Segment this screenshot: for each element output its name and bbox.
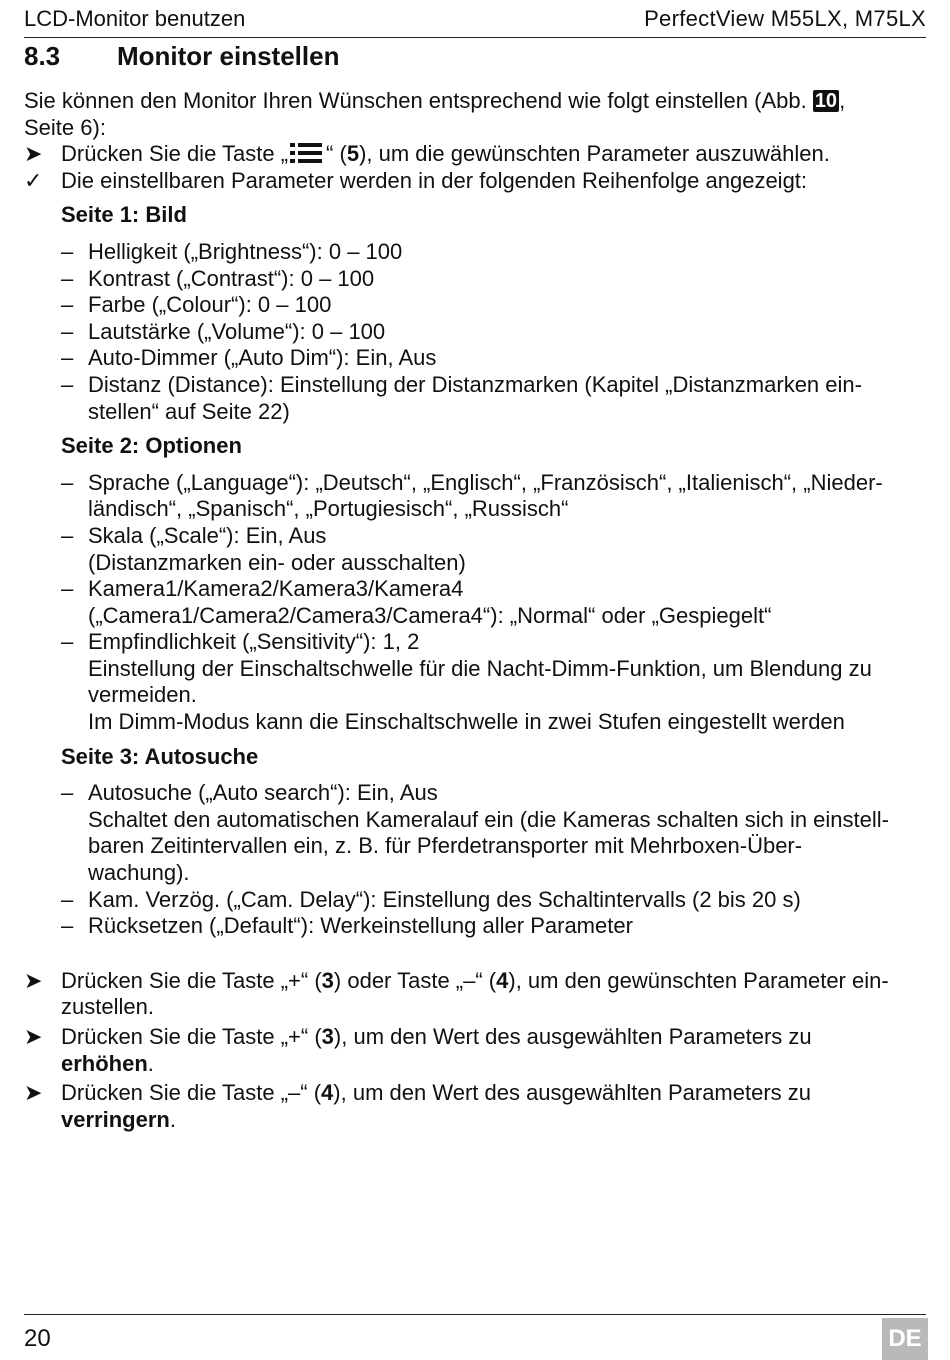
parameter-list xyxy=(24,239,930,425)
list-item xyxy=(61,576,930,629)
result-line xyxy=(24,168,930,195)
subsection-heading: Seite 3: Autosuche xyxy=(61,743,259,769)
step-text: ), um den Wert des ausgewählten Parameters zu xyxy=(333,1024,812,1049)
list-item xyxy=(61,319,930,346)
list-item-text: Skala („Scale“): Ein, Aus (Distanzmarken ein- oder ausschalten) xyxy=(88,522,466,575)
step-text: Drücken Sie die Taste „+“ ( xyxy=(61,967,322,993)
result-text: Die einstellbaren Parameter werden in der folgenden Reihenfolge angezeigt: xyxy=(61,167,808,193)
list-item-text: Lautstärke („Volume“): 0 – 100 xyxy=(88,318,386,344)
intro-paragraph xyxy=(24,88,930,141)
key-number: 3 xyxy=(321,1024,334,1049)
list-item xyxy=(61,345,930,372)
arrow-bullet-icon: ➤ xyxy=(24,967,43,993)
list-item xyxy=(61,292,930,319)
key-number: 4 xyxy=(321,1080,334,1106)
list-item xyxy=(61,470,930,523)
dash-bullet: – xyxy=(61,522,74,548)
list-item-text: Kontrast („Contrast“): 0 – 100 xyxy=(88,265,375,291)
menu-key-icon xyxy=(290,141,324,165)
list-item-text: Rücksetzen („Default“): Werkeinstellung aller Parameter xyxy=(88,913,633,939)
page-number: 20 xyxy=(24,1325,51,1352)
intro-text-end: , Seite 6): xyxy=(24,88,846,140)
step-text: Drücken Sie die Taste „+“ ( xyxy=(61,1024,322,1049)
list-item xyxy=(61,780,930,886)
emphasis-text: erhöhen xyxy=(61,1050,148,1076)
list-item xyxy=(61,239,930,266)
list-item-text: Helligkeit („Brightness“): 0 – 100 xyxy=(88,238,403,264)
list-item xyxy=(61,372,930,425)
list-item-text: Distanz (Distance): Einstellung der Distanzmarken (Kapitel „Distanzmarken ein- stellen“ auf Seite 22) xyxy=(88,371,862,424)
instruction-step xyxy=(24,1080,930,1133)
list-item-text: Sprache („Language“): „Deutsch“, „Englisch“, „Französisch“, „Italienisch“, „Nieder- ländisch“, „Spanisch“, „Portugiesisch“, „Russisch“ xyxy=(88,469,883,522)
dash-bullet: – xyxy=(61,238,74,264)
instruction-step xyxy=(24,141,930,168)
step-text: Drücken Sie die Taste „–“ ( xyxy=(61,1080,322,1106)
dash-bullet: – xyxy=(61,292,74,318)
list-item-text: Kam. Verzög. („Cam. Delay“): Einstellung des Schaltintervalls (2 bis 20 s) xyxy=(88,886,801,912)
section-body xyxy=(24,88,930,1133)
step-text: ), um die gewünschten Parameter auszuwählen. xyxy=(359,141,830,167)
list-item-text: Kamera1/Kamera2/Kamera3/Kamera4 („Camera1/Camera2/Camera3/Camera4“): „Normal“ oder „Gespiegelt“ xyxy=(88,576,772,628)
running-header-chapter: LCD-Monitor benutzen xyxy=(24,6,246,31)
dash-bullet: – xyxy=(61,780,74,806)
step-text: . xyxy=(169,1106,176,1132)
emphasis-text: verringern xyxy=(61,1106,170,1132)
list-item-text: Farbe („Colour“): 0 – 100 xyxy=(88,292,332,318)
dash-bullet: – xyxy=(61,886,74,912)
step-text: Drücken Sie die Taste „ xyxy=(61,141,289,167)
dash-bullet: – xyxy=(61,371,74,397)
list-item xyxy=(61,266,930,293)
section-heading xyxy=(24,41,339,72)
language-badge: DE xyxy=(882,1318,928,1360)
list-item xyxy=(61,629,930,735)
dash-bullet: – xyxy=(61,265,74,291)
dash-bullet: – xyxy=(61,576,74,602)
parameter-list xyxy=(24,780,930,940)
list-item-text: Autosuche („Auto search“): Ein, Aus Schaltet den automatischen Kameralauf ein (die Kameras schalten sich in einstell- baren Zeitintervallen ein, z. B. für Pferdetransporter mit Mehrboxen-Über- wachung). xyxy=(88,780,889,886)
figure-reference-badge: 10 xyxy=(814,90,838,112)
list-item xyxy=(61,523,930,576)
checkmark-icon: ✓ xyxy=(24,167,43,193)
parameter-pages xyxy=(24,202,930,939)
step-text: ) oder Taste „–“ ( xyxy=(333,967,497,993)
header-divider xyxy=(24,37,926,38)
instruction-step xyxy=(24,1024,930,1077)
key-number: 5 xyxy=(346,141,360,167)
step-text: . xyxy=(147,1050,154,1076)
dash-bullet: – xyxy=(61,629,74,655)
step-text: ), um den gewünschten Parameter ein- zustellen. xyxy=(61,967,889,1020)
dash-bullet: – xyxy=(61,318,74,344)
section-title: Monitor einstellen xyxy=(117,41,340,71)
dash-bullet: – xyxy=(61,469,74,495)
section-number: 8.3 xyxy=(24,41,61,71)
key-number: 4 xyxy=(496,967,509,993)
instruction-step xyxy=(24,968,930,1021)
dash-bullet: – xyxy=(61,345,74,371)
list-item xyxy=(61,913,930,940)
dash-bullet: – xyxy=(61,913,74,939)
running-header-product: PerfectView M55LX, M75LX xyxy=(644,6,926,31)
step-text: “ ( xyxy=(326,141,347,167)
step-text: ), um den Wert des ausgewählten Parameters zu xyxy=(333,1080,812,1106)
intro-text: Sie können den Monitor Ihren Wünschen entsprechend wie folgt einstellen (Abb. xyxy=(24,88,813,113)
list-item-text: Empfindlichkeit („Sensitivity“): 1, 2 Einstellung der Einschaltschwelle für die Nacht-Dimm-Funktion, um Blendung zu vermeiden. Im Dimm-Modus kann die Einschaltschwelle in zwei Stufen eingestellt werden xyxy=(88,629,872,735)
arrow-bullet-icon: ➤ xyxy=(24,1080,43,1106)
arrow-bullet-icon: ➤ xyxy=(24,1024,43,1049)
parameter-list xyxy=(24,470,930,736)
footer-divider xyxy=(24,1314,926,1315)
list-item xyxy=(61,887,930,914)
subsection-heading: Seite 2: Optionen xyxy=(61,433,242,459)
list-item-text: Auto-Dimmer („Auto Dim“): Ein, Aus xyxy=(88,345,437,371)
key-number: 3 xyxy=(321,967,334,993)
arrow-bullet-icon: ➤ xyxy=(24,141,43,167)
subsection-heading: Seite 1: Bild xyxy=(61,202,187,228)
